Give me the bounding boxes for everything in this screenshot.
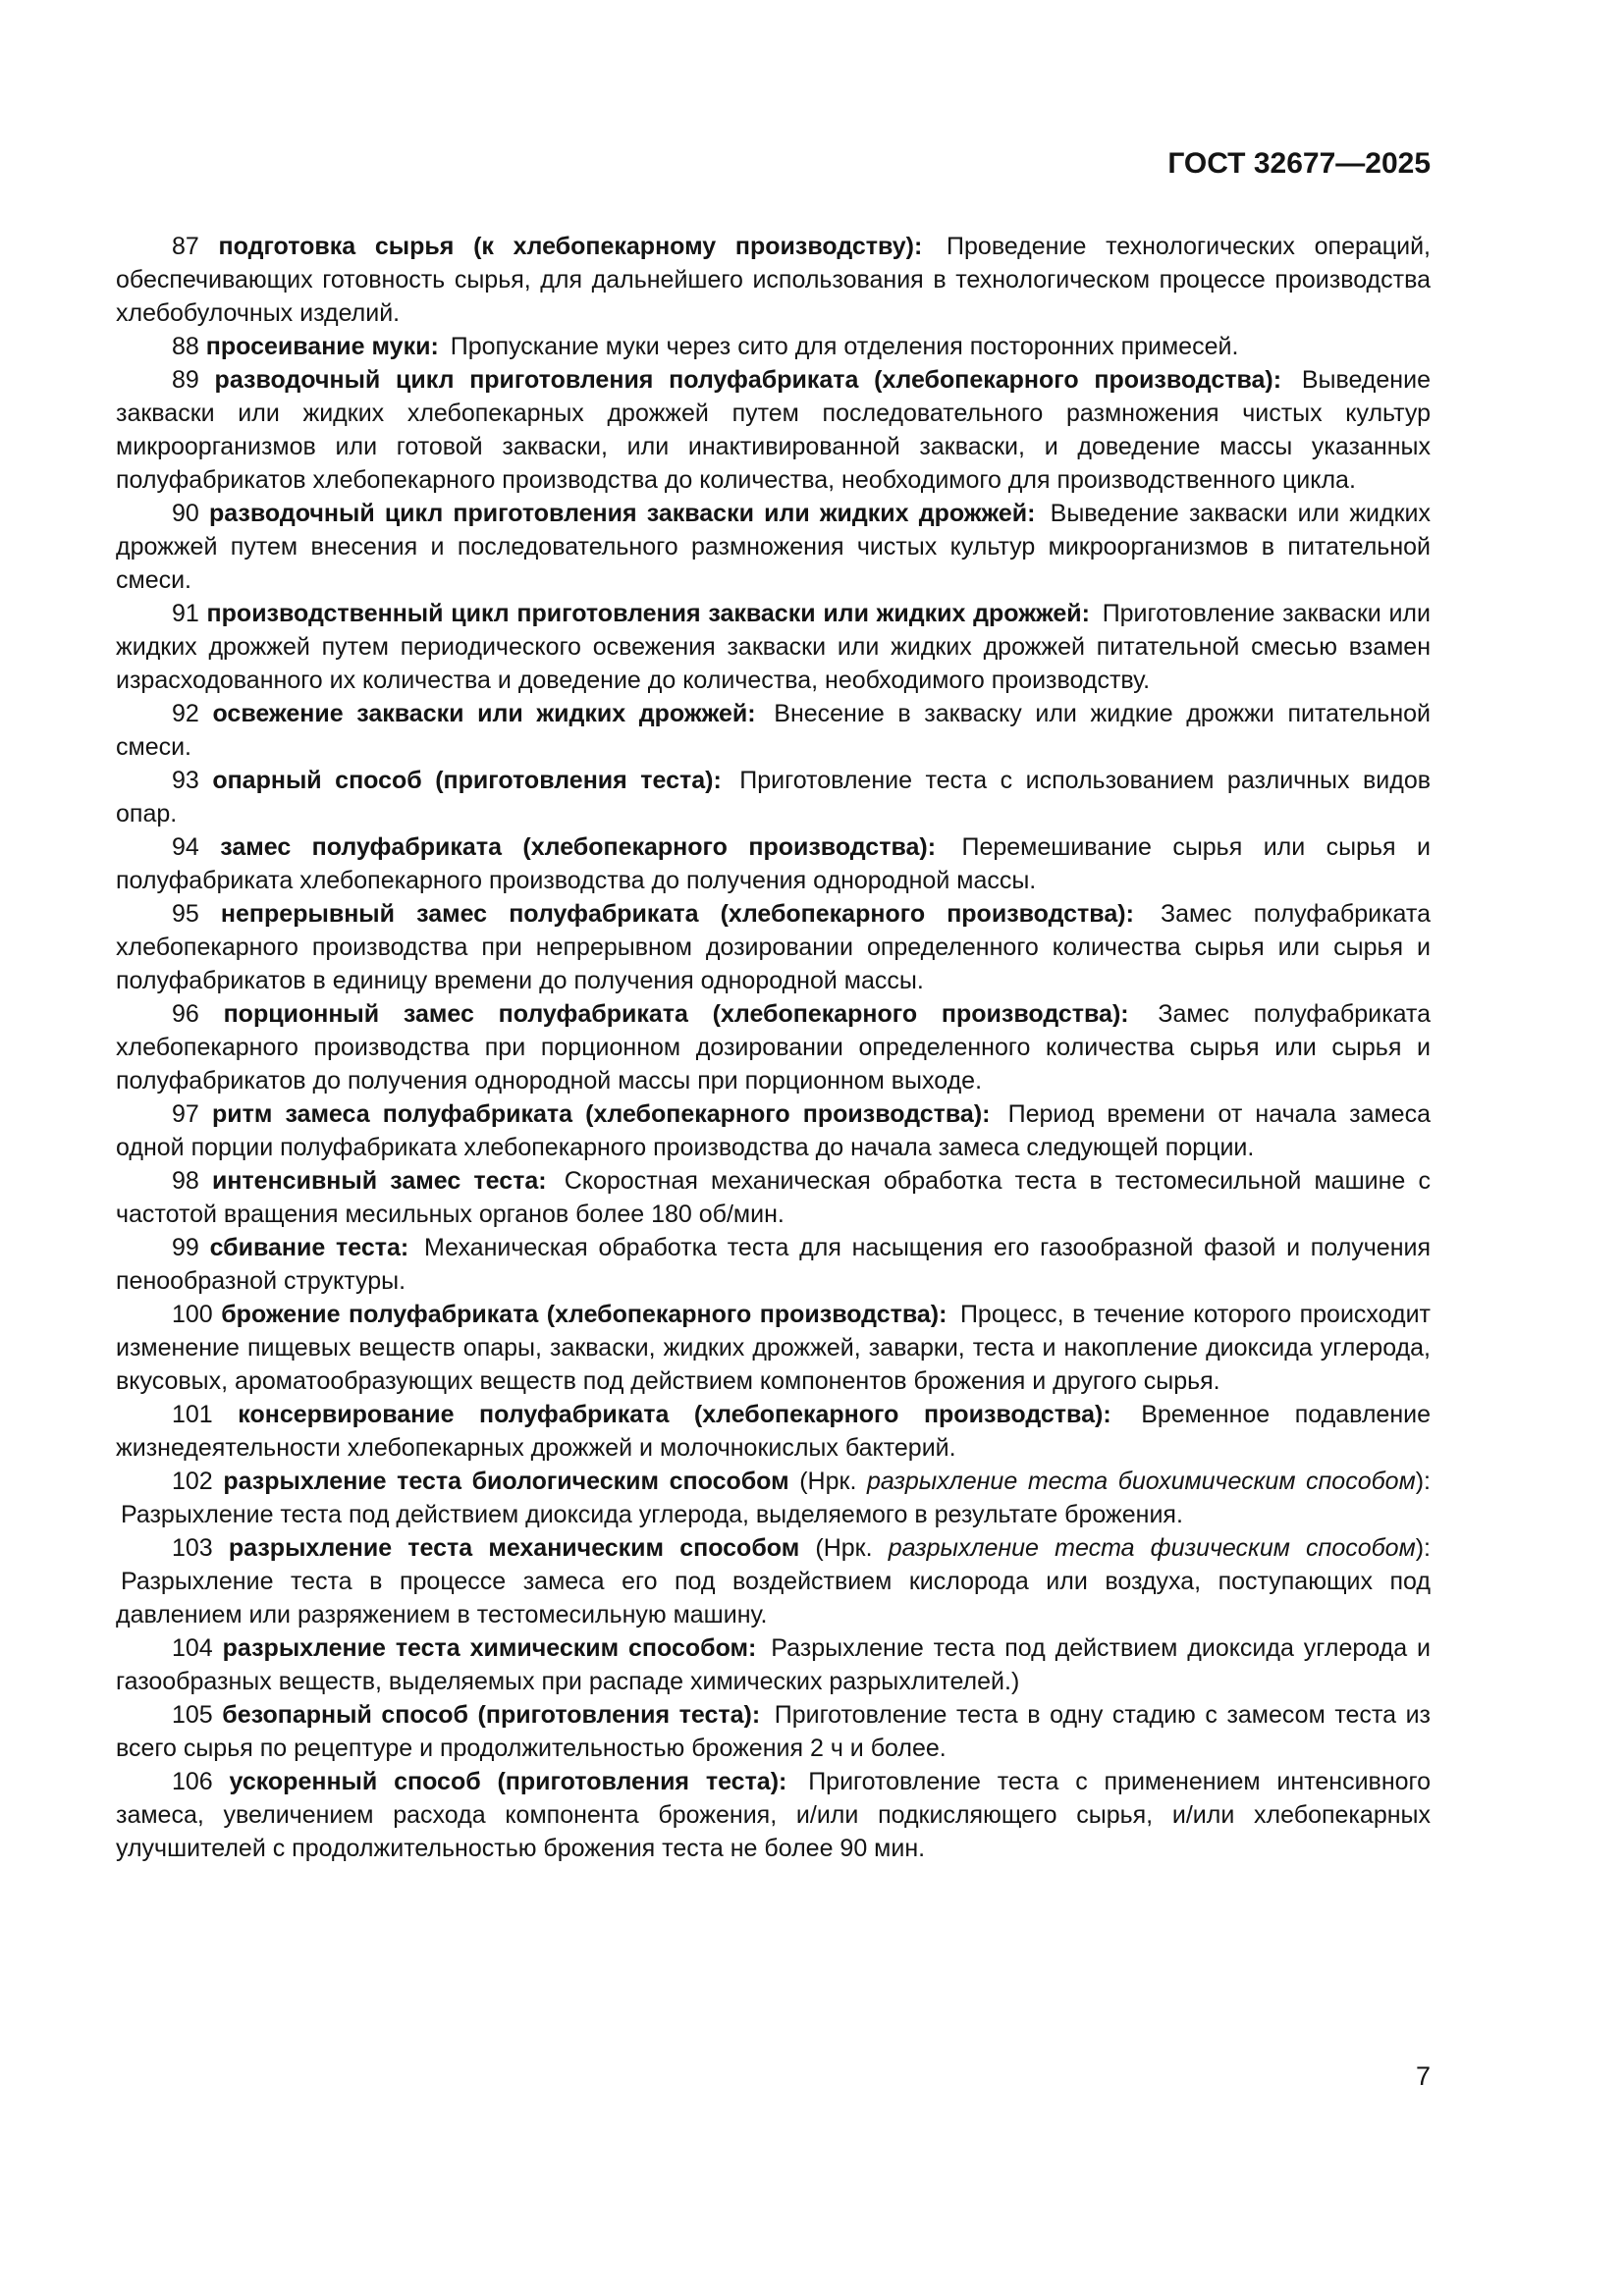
page-number: 7 [1415, 2061, 1431, 2091]
term-definition: Разрыхление теста под действием диоксида углерода, выделяемого в результате брожения. [121, 1501, 1183, 1528]
term-number: 105 [172, 1701, 213, 1729]
term-paragraph [116, 697, 1431, 764]
term-paragraph [116, 1765, 1431, 1865]
term-number: 89 [172, 366, 199, 394]
terms-section [116, 230, 1431, 1865]
term-number: 95 [172, 900, 199, 928]
term-number: 93 [172, 767, 199, 794]
term-paragraph [116, 230, 1431, 330]
term-definition: Внесение в закваску или жидкие дрожжи питательной смеси. [116, 700, 1432, 761]
term-definition: Скоростная механическая обработка теста в тестомесильной машине с частотой вращения месильных органов более 180 об/мин. [116, 1167, 1431, 1228]
term-definition: Разрыхление теста в процессе замеса его под воздействием кислорода или воздуха, поступающих под давлением или разряжением в тестомесильную машину. [116, 1568, 1431, 1629]
term-name: непрерывный замес полуфабриката (хлебопекарного производства): [220, 900, 1134, 928]
term-definition: Временное подавление жизнедеятельности хлебопекарных дрожжей и молочнокислых бактерий. [116, 1401, 1432, 1462]
term-number: 106 [172, 1768, 213, 1795]
term-definition: Приготовление теста с применением интенсивного замеса, увеличением расхода компонента брожения, и/или подкисляющего сырья, и/или хлебопекарных улучшителей с продолжительностью брожения теста не более 90 мин. [116, 1768, 1431, 1862]
term-paragraph [116, 997, 1431, 1097]
term-number: 104 [172, 1634, 213, 1662]
term-name: сбивание теста: [209, 1234, 409, 1261]
term-number: 87 [172, 233, 199, 260]
term-name: разрыхление теста механическим способом [228, 1534, 800, 1562]
term-definition: Процесс, в течение которого происходит изменение пищевых веществ опары, закваски, жидких дрожжей, заварки, теста и накопление диоксида углерода, вкусовых, ароматообразующих веществ под действием компонентов брожения и другого сырья. [116, 1301, 1431, 1395]
term-number: 98 [172, 1167, 199, 1195]
term-name: разводочный цикл приготовления закваски или жидких дрожжей: [208, 500, 1036, 527]
term-name: разрыхление теста биологическим способом [223, 1468, 789, 1495]
term-paragraph [116, 1531, 1431, 1631]
term-name: разводочный цикл приготовления полуфабриката (хлебопекарного производства): [214, 366, 1282, 394]
term-name: просеивание муки: [205, 333, 439, 360]
term-name: ритм замеса полуфабриката (хлебопекарного производства): [211, 1100, 991, 1128]
nrk-close-paren: ): [1415, 1468, 1432, 1495]
term-paragraph [116, 1097, 1431, 1164]
term-paragraph [116, 497, 1431, 597]
term-definition: Разрыхление теста под действием диоксида углерода и газообразных веществ, выделяемых при распаде химических разрыхлителей.) [116, 1634, 1431, 1695]
term-number: 103 [172, 1534, 213, 1562]
term-name: безопарный способ (приготовления теста): [222, 1701, 761, 1729]
term-paragraph [116, 1164, 1431, 1231]
term-definition: Выведение закваски или жидких дрожжей путем внесения и последовательного размножения чистых культур микроорганизмов в питательной смеси. [116, 500, 1432, 594]
term-name: разрыхление теста химическим способом: [222, 1634, 757, 1662]
term-name: брожение полуфабриката (хлебопекарного производства): [221, 1301, 947, 1328]
term-definition: Замес полуфабриката хлебопекарного производства при непрерывном дозировании определенного количества сырья или сырья и полуфабрикатов в единицу времени до получения однородной массы. [116, 900, 1431, 994]
term-number: 99 [172, 1234, 199, 1261]
term-name: порционный замес полуфабриката (хлебопекарного производства): [223, 1000, 1129, 1028]
document-standard-header: ГОСТ 32677—2025 [1167, 147, 1431, 180]
term-paragraph [116, 1465, 1431, 1531]
term-paragraph [116, 830, 1431, 897]
nrk-intro-label: (Нрк. [799, 1468, 857, 1495]
term-paragraph [116, 897, 1431, 997]
term-number: 90 [172, 500, 199, 527]
term-number: 88 [172, 333, 199, 360]
term-paragraph [116, 1698, 1431, 1765]
term-definition: Механическая обработка теста для насыщения его газообразной фазой и получения пенообразной структуры. [116, 1234, 1432, 1295]
term-number: 96 [172, 1000, 199, 1028]
term-number: 91 [172, 600, 199, 627]
term-paragraph [116, 330, 1431, 363]
term-paragraph [116, 597, 1431, 697]
term-definition: Выведение закваски или жидких хлебопекарных дрожжей путем последовательного размножения чистых культур микроорганизмов или готовой закваски, или инактивированной закваски, и доведение массы указанных полуфабрикатов хлебопекарного производства до количества, необходимого для производственного цикла. [116, 366, 1431, 494]
term-definition: Приготовление теста с использованием различных видов опар. [116, 767, 1431, 828]
term-definition: Замес полуфабриката хлебопекарного производства при порционном дозировании определенного количества сырья или сырья и полуфабрикатов до получения однородной массы при порционном выходе. [116, 1000, 1431, 1095]
term-number: 100 [172, 1301, 213, 1328]
term-definition: Период времени от начала замеса одной порции полуфабриката хлебопекарного производства до начала замеса следующей порции. [116, 1100, 1431, 1161]
term-definition: Приготовление теста в одну стадию с замесом теста из всего сырья по рецептуре и продолжительностью брожения 2 ч и более. [116, 1701, 1431, 1762]
term-definition: Пропускание муки через сито для отделения посторонних примесей. [450, 333, 1239, 360]
term-name: производственный цикл приготовления закваски или жидких дрожжей: [206, 600, 1090, 627]
nrk-deprecated-term: разрыхление теста биохимическим способом [866, 1468, 1416, 1495]
page-content [116, 0, 1431, 1865]
term-paragraph [116, 1231, 1431, 1298]
term-paragraph [116, 764, 1431, 830]
term-number: 97 [172, 1100, 199, 1128]
term-name: освежение закваски или жидких дрожжей: [212, 700, 756, 727]
term-definition: Приготовление закваски или жидких дрожжей путем периодического освежения закваски или жидких дрожжей питательной смесью взамен израсходованного их количества и доведение до количества, необходимого производству. [116, 600, 1431, 694]
term-name: опарный способ (приготовления теста): [212, 767, 722, 794]
term-name: консервирование полуфабриката (хлебопекарного производства): [238, 1401, 1111, 1428]
term-number: 102 [172, 1468, 213, 1495]
term-paragraph [116, 1298, 1431, 1398]
term-paragraph [116, 1398, 1431, 1465]
term-name: замес полуфабриката (хлебопекарного производства): [220, 833, 937, 861]
term-name: интенсивный замес теста: [211, 1167, 547, 1195]
term-definition: Перемешивание сырья или сырья и полуфабриката хлебопекарного производства до получения однородной массы. [116, 833, 1431, 894]
term-paragraph [116, 1631, 1431, 1698]
term-name: подготовка сырья (к хлебопекарному производству): [218, 233, 923, 260]
term-number: 94 [172, 833, 199, 861]
term-number: 101 [172, 1401, 213, 1428]
term-paragraph [116, 363, 1431, 497]
term-definition: Проведение технологических операций, обеспечивающих готовность сырья, для дальнейшего использования в технологическом процессе производства хлебобулочных изделий. [116, 233, 1432, 327]
term-name: ускоренный способ (приготовления теста): [229, 1768, 787, 1795]
nrk-deprecated-term: разрыхление теста физическим способом [888, 1534, 1416, 1562]
term-number: 92 [172, 700, 199, 727]
nrk-close-paren: ): [1415, 1534, 1432, 1562]
nrk-intro-label: (Нрк. [815, 1534, 873, 1562]
